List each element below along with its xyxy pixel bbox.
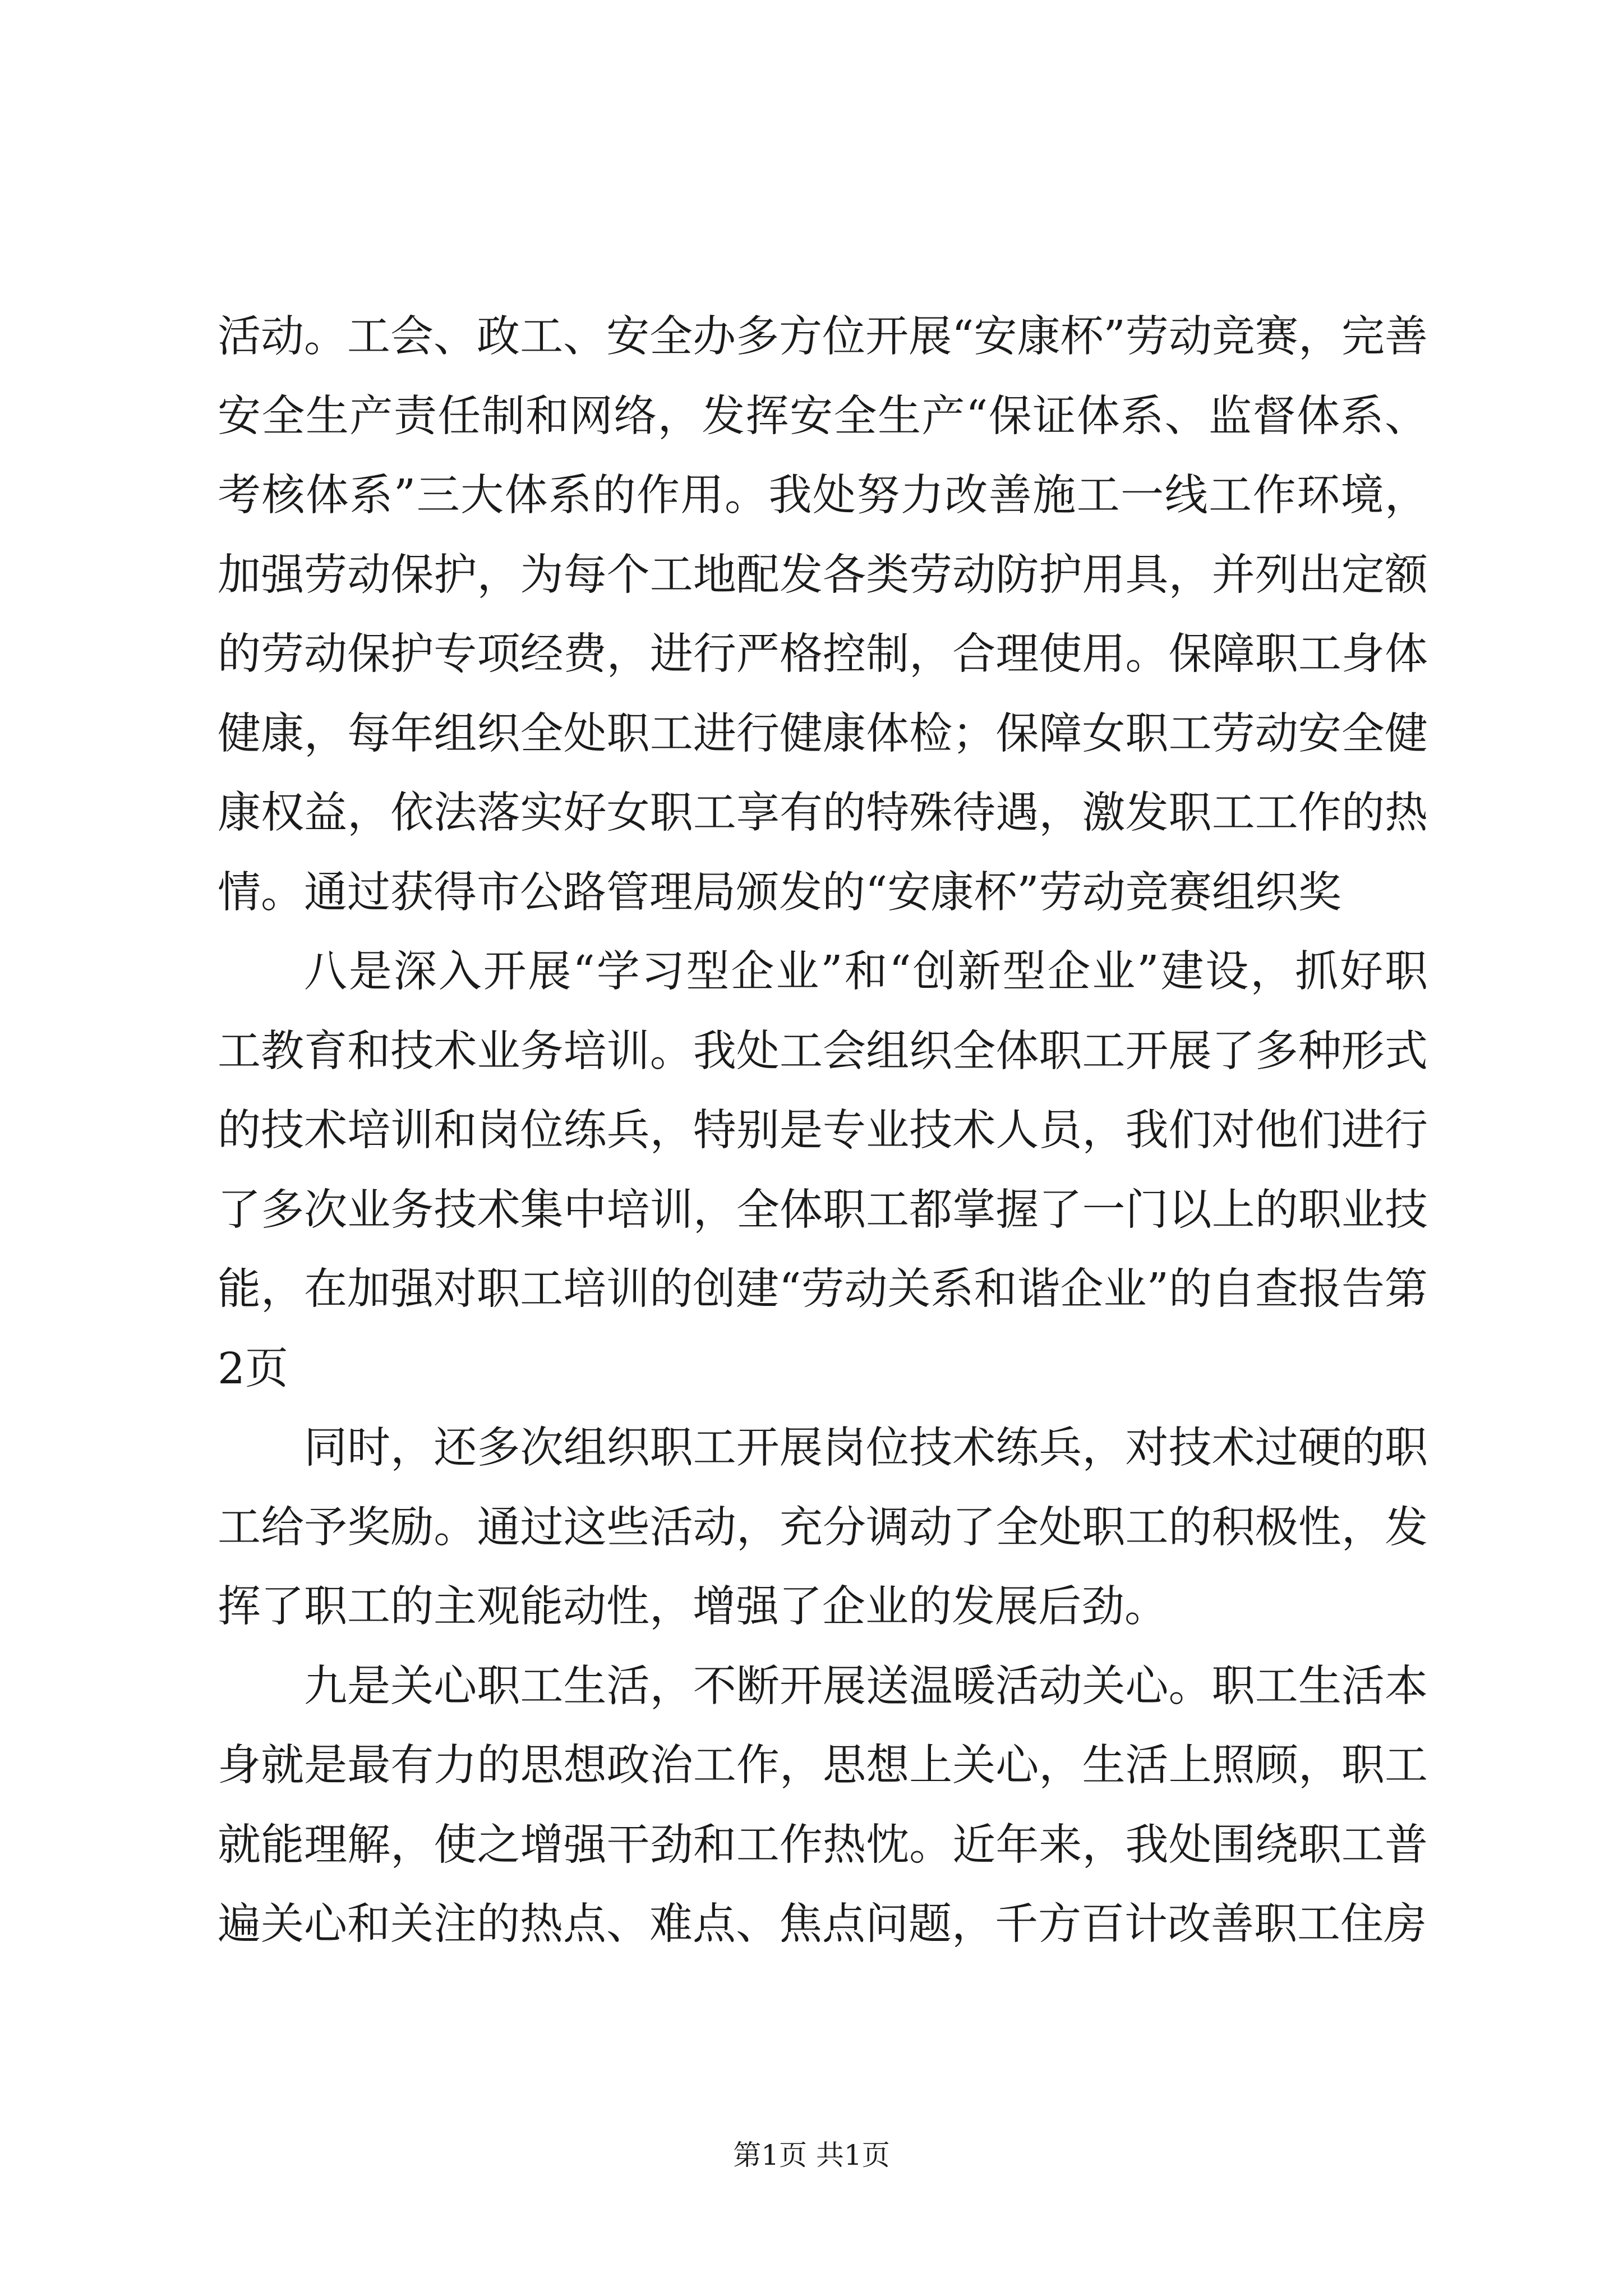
paragraph-meanwhile: 同时，还多次组织职工开展岗位技术练兵，对技术过硬的职工给予奖励。通过这些活动，充分调动了全处职工的积极性，发挥了职工的主观能动性，增强了企业的发展后劲。 [218,1423,1428,1632]
paragraph-continuation: 活动。工会、政工、安全办多方位开展“安康杯”劳动竞赛，完善安全生产责任制和网络，发挥安全生产“保证体系、监督体系、考核体系”三大体系的作用。我处努力改善施工一线工作环境，加强劳动保护，为每个工地配发各类劳动防护用具，并列出定额的劳动保护专项经费，进行严格控制，合理使用。保障职工身体健康，每年组织全处职工进行健康体检；保障女职工劳动安全健康权益，依法落实好女职工享有的特殊待遇，激发职工工作的热情。通过获得市公路管理局颁发的“安康杯”劳动竞赛组织奖 [218,312,1428,918]
document-body [218,297,1428,1964]
paragraph-item-eight: 八是深入开展“学习型企业”和“创新型企业”建设，抓好职工教育和技术业务培训。我处工会组织全体职工开展了多种形式的技术培训和岗位练兵，特别是专业技术人员，我们对他们进行了多次业务技术集中培训，全体职工都掌握了一门以上的职业技能，在加强对职工培训的创建“劳动关系和谐企业”的自查报告第2页 [218,947,1428,1394]
page-footer: 第1页 共1页 [733,2139,890,2171]
paragraph-item-nine: 九是关心职工生活，不断开展送温暖活动关心。职工生活本身就是最有力的思想政治工作，思想上关心，生活上照顾，职工就能理解，使之增强干劲和工作热忱。近年来，我处围绕职工普遍关心和关注的热点、难点、焦点问题，千方百计改善职工住房 [218,1661,1428,1949]
